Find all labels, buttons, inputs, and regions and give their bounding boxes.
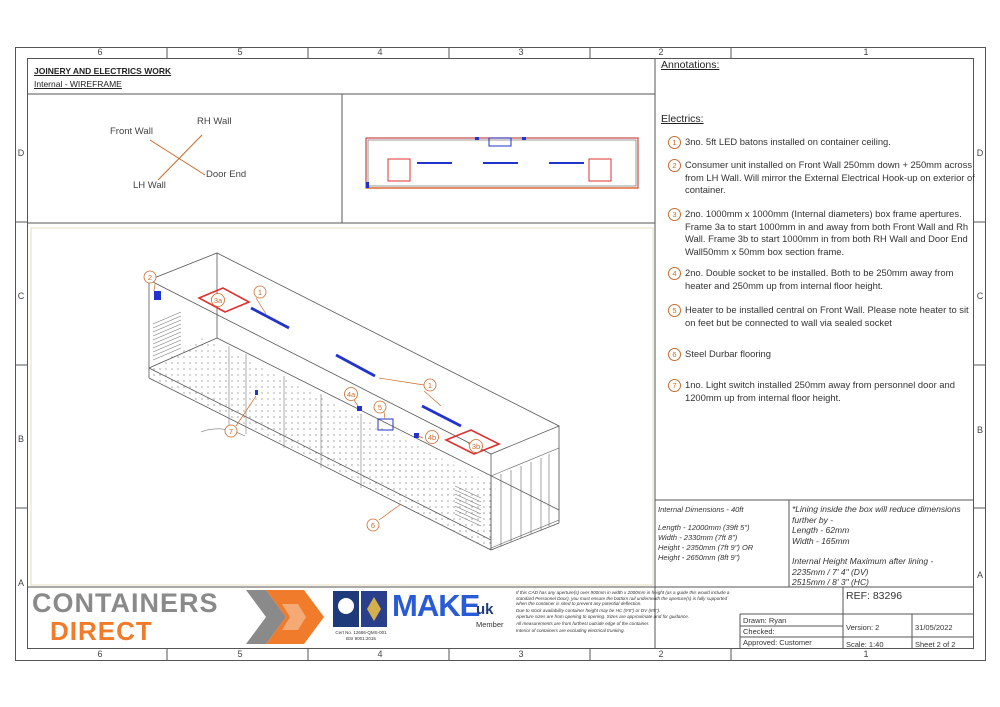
annotations-heading: Annotations: xyxy=(661,59,720,71)
certification-badges-icon xyxy=(333,591,387,627)
floor-area xyxy=(149,338,496,550)
disclaimer-item: Interior of containers are excluding electrical trunking. xyxy=(516,627,625,633)
dim-title: Internal Dimensions - 40ft xyxy=(658,505,744,514)
grid-col-label: 3 xyxy=(518,47,524,57)
rh-wall-label: RH Wall xyxy=(197,116,232,127)
annotation-num: 2 xyxy=(668,159,681,172)
callout-text: 1 xyxy=(257,288,263,297)
callout-text: 3a xyxy=(213,296,223,305)
callout-text: 1 xyxy=(427,381,433,390)
annotation-num: 1 xyxy=(668,136,681,149)
member-text: Member xyxy=(476,620,504,629)
disclaimer-item: If this CAD has any aperture(s) over 900mm in width x 2000mm in height (as a guide this would include a standard Personnel Door), you must ensure the bottom rail underneath the aperture(s) is fully supported when the container is sited to prevent any potential deflection. xyxy=(516,590,730,607)
lining-note-text: *Lining inside the box will reduce dimensions further by - xyxy=(792,504,961,525)
lh-wall-label: LH Wall xyxy=(133,180,166,191)
grid-col-label: 5 xyxy=(237,649,243,659)
socket-4b xyxy=(414,433,419,438)
page-subtitle: Internal - WIREFRAME xyxy=(34,79,122,89)
brand-logo xyxy=(32,588,247,646)
page-title: JOINERY AND ELECTRICS WORK xyxy=(34,66,172,76)
grid-col-label: 1 xyxy=(863,649,869,659)
dim-width: Width - 2330mm (7ft 8") xyxy=(658,533,738,542)
callout-text: 4a xyxy=(346,390,356,399)
socket-4a xyxy=(357,406,362,411)
brand-mark-icon xyxy=(246,590,324,644)
drawn-by: Drawn: Ryan xyxy=(743,616,787,625)
callout-text: 3b xyxy=(471,442,481,451)
internal-dimensions xyxy=(658,505,786,563)
annotation-text: Heater to be installed central on Front Wall. Please note heater to sit on feet but be connected to wall via sealed socket xyxy=(685,304,969,328)
brand-line-1: CONTAINERS xyxy=(32,588,219,618)
date: 31/05/2022 xyxy=(915,623,953,632)
led-baton xyxy=(336,355,375,376)
consumer-unit xyxy=(154,291,161,300)
grid-col-label: 2 xyxy=(658,649,664,659)
disclaimer-item: Aperture sizes are from opening to opening. Sizes are approximate and for guidance. xyxy=(516,614,690,620)
plan-socket xyxy=(522,137,526,140)
callout-text: 4b xyxy=(427,433,437,442)
grid-col-label: 1 xyxy=(863,47,869,57)
reference-number: REF: 83296 xyxy=(846,590,903,602)
grid-col-label: 4 xyxy=(377,47,383,57)
light-switch xyxy=(255,390,258,395)
scale: Scale: 1:40 xyxy=(846,640,884,649)
grid-row-label: B xyxy=(976,425,983,435)
annotation-num: 6 xyxy=(668,348,681,361)
lining-note xyxy=(792,504,972,588)
annotation-text: 2no. 1000mm x 1000mm (Internal diameters) box frame apertures. Frame 3a to start 1000mm in and away from both Front Wall and Rh Wall. Frame 3b to start 1000mm in from both RH Wall and Door End Wall50mm x 50mm box section frame. xyxy=(685,208,969,257)
led-baton xyxy=(422,406,461,426)
grid-col-label: 5 xyxy=(237,47,243,57)
grid-row-label: D xyxy=(17,148,25,158)
annotation-num: 5 xyxy=(668,304,681,317)
version: Version: 2 xyxy=(846,623,880,632)
callout-text: 2 xyxy=(147,273,153,282)
make-text: MAKE xyxy=(392,588,480,623)
front-wall-label: Front Wall xyxy=(110,126,153,137)
door-end-label: Door End xyxy=(206,169,247,180)
lining-width: Width - 165mm xyxy=(792,535,850,546)
grid-row-label: A xyxy=(976,570,983,580)
disclaimer-item: Due to stock availability container height may be HC (9'6") or DV (8'6"). xyxy=(516,607,661,613)
max-height-dv: 2235mm / 7' 4" (DV) xyxy=(792,566,869,577)
grid-col-label: 4 xyxy=(377,649,383,659)
dim-height-2: Height - 2650mm (8ft 9") xyxy=(658,553,740,562)
grid-row-label: C xyxy=(976,291,984,301)
cert-text xyxy=(332,630,390,642)
uk-text: uk xyxy=(476,601,494,618)
plan-socket xyxy=(475,137,479,140)
plan-consumer-unit xyxy=(366,182,369,188)
annotation-num: 7 xyxy=(668,379,681,392)
brand-line-2: DIRECT xyxy=(50,616,153,646)
plan-heater xyxy=(489,138,511,146)
callout-text: 5 xyxy=(377,403,383,412)
callout-text: 7 xyxy=(228,427,234,436)
sheet-number: Sheet 2 of 2 xyxy=(915,640,956,649)
annotation-num: 3 xyxy=(668,208,681,221)
max-height-hc: 2515mm / 8' 3" (HC) xyxy=(792,577,869,587)
annotation-text: 1no. Light switch installed 250mm away from personnel door and 1200mm up from internal floor height. xyxy=(685,379,955,403)
grid-row-label: D xyxy=(976,148,984,158)
annotation-text: 2no. Double socket to be installed. Both to be 250mm away from heater and 250mm up from internal floor height. xyxy=(685,267,954,291)
callout-text: 6 xyxy=(370,521,376,530)
dim-height: Height - 2350mm (7ft 9") OR xyxy=(658,543,754,552)
led-baton xyxy=(251,308,289,328)
disclaimers xyxy=(516,590,736,633)
cert-line-2: BSI 9001:2015 xyxy=(346,636,376,641)
grid-col-label: 6 xyxy=(97,47,103,57)
grid-row-label: B xyxy=(17,434,24,444)
grid-row-label: C xyxy=(17,291,25,301)
container-isometric xyxy=(31,228,653,585)
grid-col-label: 6 xyxy=(97,649,103,659)
plan-aperture-3a xyxy=(388,159,410,181)
plan-view xyxy=(362,132,644,194)
dim-length: Length - 12000mm (39ft 5") xyxy=(658,523,750,532)
plan-aperture-3b xyxy=(589,159,611,181)
annotation-text: Steel Durbar flooring xyxy=(685,348,771,359)
max-height-label: Internal Height Maximum after lining - xyxy=(792,556,934,566)
disclaimer-item: All measurements are from furthest outside edge of the container. xyxy=(516,620,650,626)
cert-line-1: Cert No. 12686-QMS-001 xyxy=(335,630,387,635)
checked-by: Checked: xyxy=(743,627,775,636)
make-uk-logo xyxy=(392,588,512,632)
annotation-text: 3no. 5ft LED batons installed on container ceiling. xyxy=(685,136,891,147)
approved-by: Approved: Customer xyxy=(743,638,812,647)
grid-col-label: 3 xyxy=(518,649,524,659)
grid-col-label: 2 xyxy=(658,47,664,57)
annotation-num: 4 xyxy=(668,267,681,280)
grid-row-label: A xyxy=(17,578,24,588)
lining-length: Length - 62mm xyxy=(792,525,850,535)
electrics-heading: Electrics: xyxy=(661,113,704,125)
annotation-text: Consumer unit installed on Front Wall 250mm down + 250mm across from LH Wall. Will mirror the External Electrical Hook-up on exterior of container. xyxy=(685,159,975,195)
